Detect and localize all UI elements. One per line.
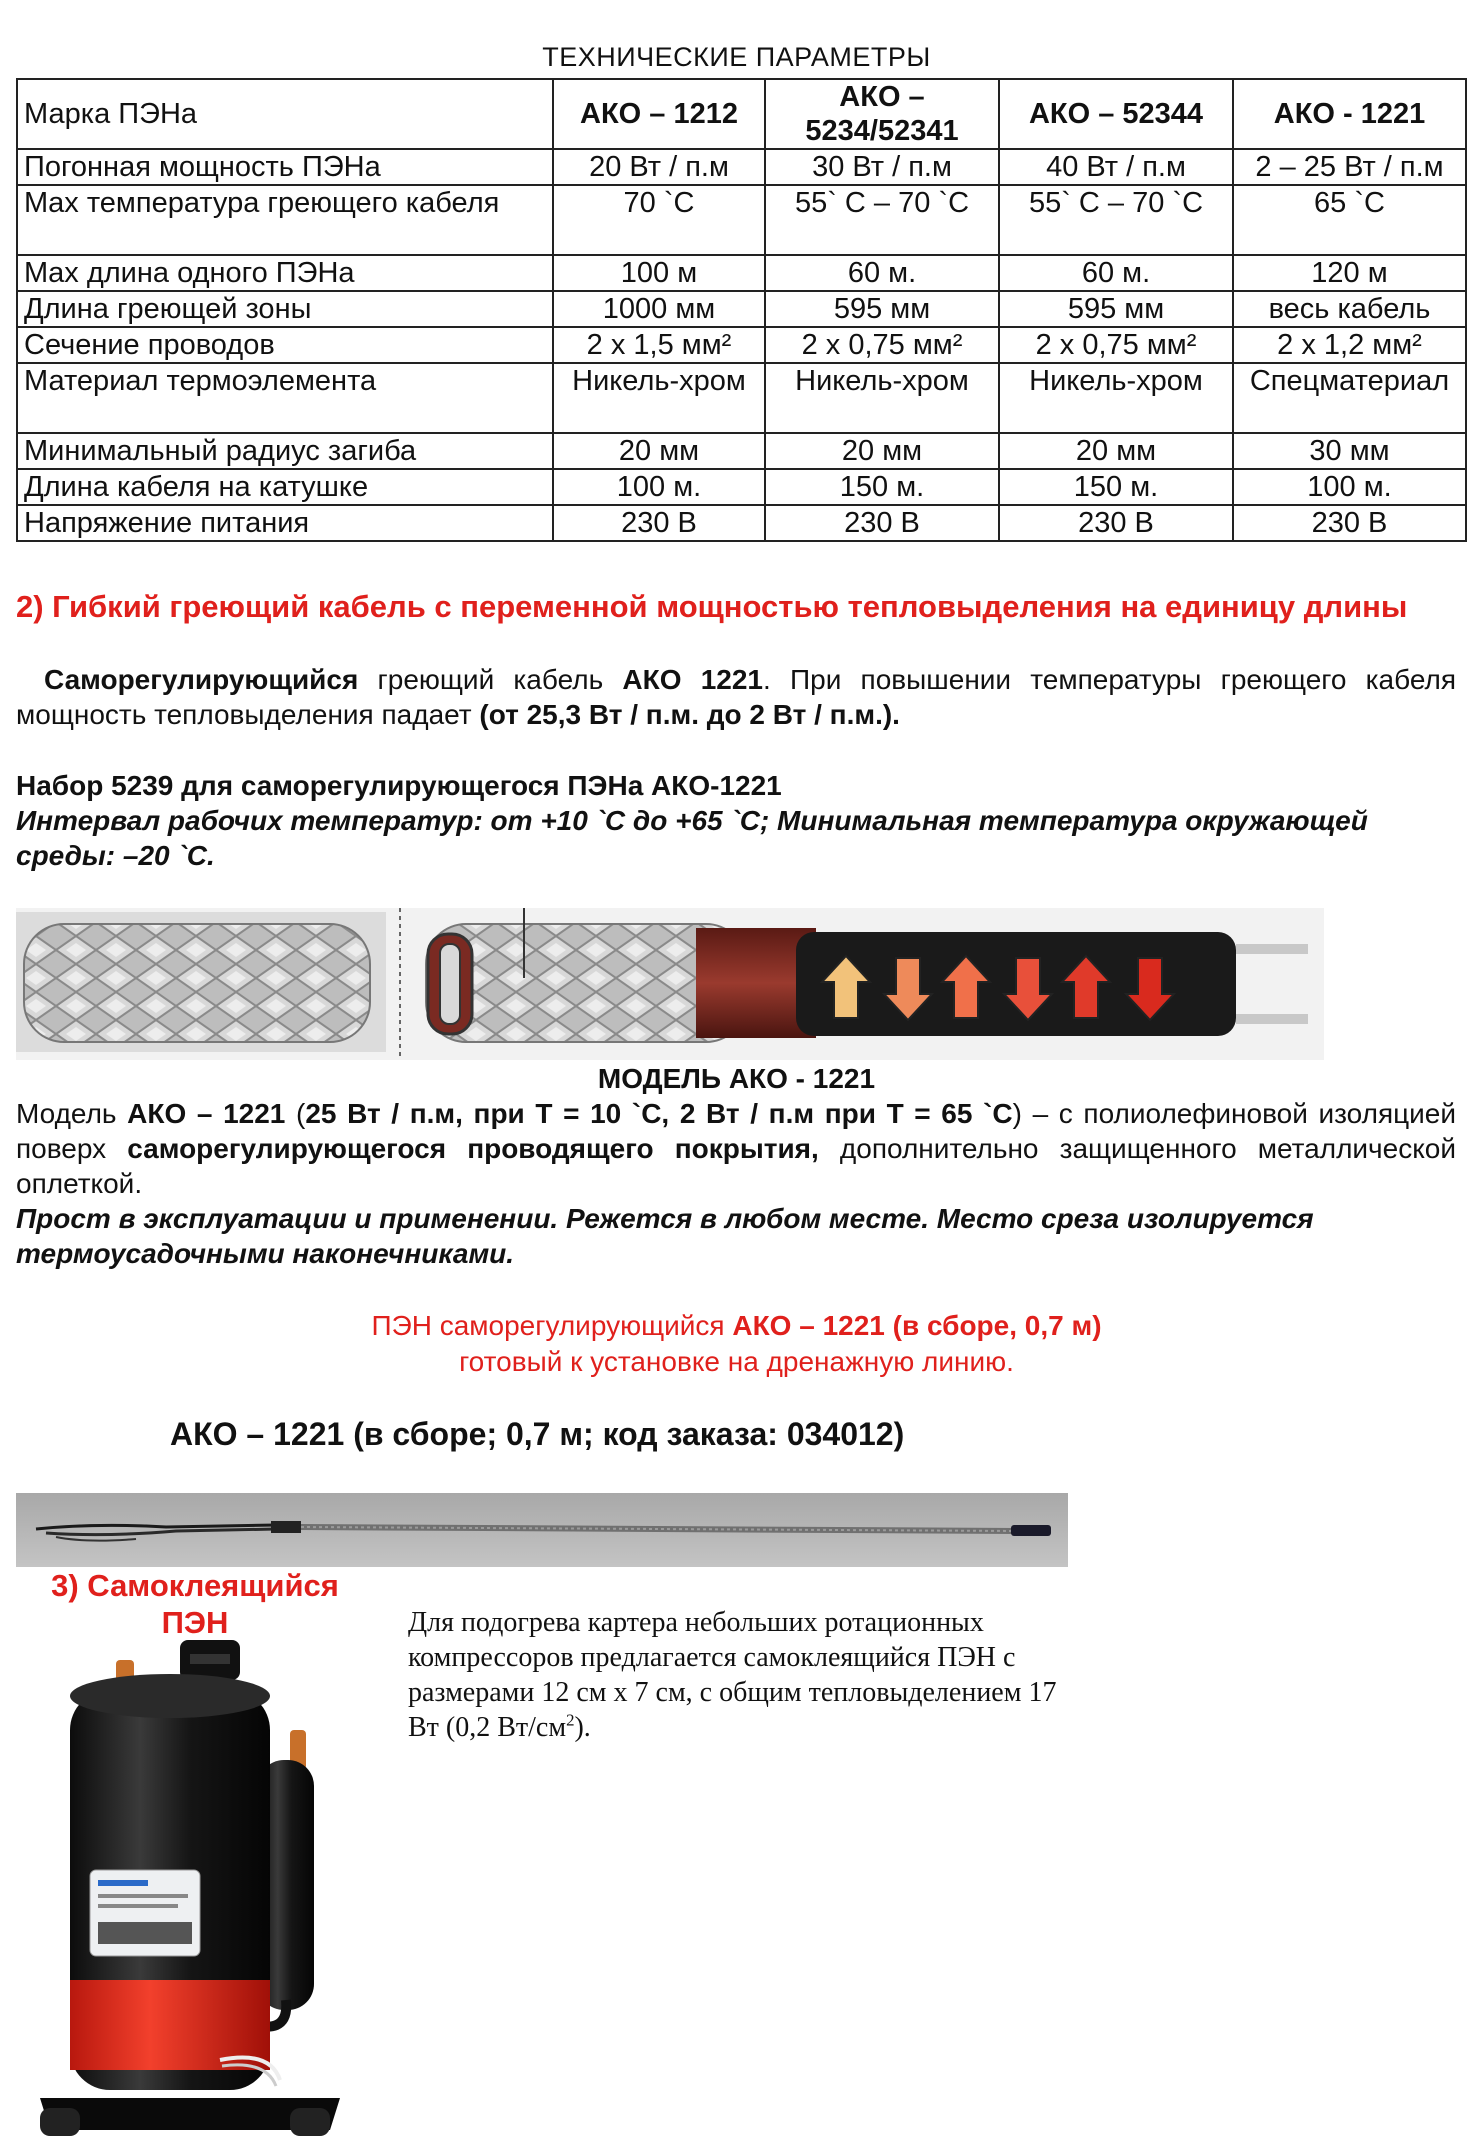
row-label: Напряжение питания — [17, 505, 553, 541]
table-cell: 150 м. — [765, 469, 999, 505]
table-cell: 230 В — [765, 505, 999, 541]
desc-end: ). — [574, 1712, 591, 1743]
table-cell: 100 м — [553, 255, 765, 291]
table-cell: 60 м. — [765, 255, 999, 291]
assembled-line2: готовый к установке на дренажную линию. — [459, 1346, 1014, 1377]
table-cell: 595 мм — [999, 291, 1233, 327]
table-cell: 20 мм — [999, 433, 1233, 469]
table-cell: 20 мм — [553, 433, 765, 469]
table-header-row — [17, 79, 1466, 149]
model-bold: 25 Вт / п.м, при Т = 10 `C, 2 Вт / п.м при Т = 65 `C — [305, 1098, 1013, 1129]
table-cell: 2 x 0,75 мм² — [765, 327, 999, 363]
model-note: Прост в эксплуатации и применении. Режется в любом месте. Место среза изолируется термоусадочными наконечниками. — [16, 1203, 1314, 1269]
table-row — [17, 433, 1466, 469]
table-title: ТЕХНИЧЕСКИЕ ПАРАМЕТРЫ — [542, 42, 931, 72]
table-cell: 2 x 0,75 мм² — [999, 327, 1233, 363]
model-text: ) – с полиолефиновой изоляцией поверх — [16, 1098, 1457, 1164]
table-cell: 1000 мм — [553, 291, 765, 327]
desc-sup: 2 — [566, 1710, 575, 1730]
table-cell: 230 В — [999, 505, 1233, 541]
assembled-cable-image — [16, 1493, 1068, 1567]
row-label: Длина греющей зоны — [17, 291, 553, 327]
row-label: Материал термоэлемента — [17, 363, 553, 433]
row-label: Длина кабеля на катушке — [17, 469, 553, 505]
header-cell: АКО – 52344 — [999, 79, 1233, 149]
spec-table — [16, 78, 1467, 542]
compressor-image — [40, 1640, 360, 2140]
assembled-text: ПЭН саморегулирующийся — [371, 1310, 733, 1341]
row-label: Сечение проводов — [17, 327, 553, 363]
header-cell: АКО – 5234/52341 — [765, 79, 999, 149]
table-cell: 230 В — [1233, 505, 1466, 541]
table-cell: Спецматериал — [1233, 363, 1466, 433]
table-cell: 55` C – 70 `C — [765, 185, 999, 255]
table-cell: 120 м — [1233, 255, 1466, 291]
desc-text: Для подогрева картера небольших ротационных компрессоров предлагается самоклеящийся ПЭН с размерами 12 см x 7 см, с общим тепловыделением 17 Вт (0,2 Вт/см — [408, 1607, 1057, 1743]
table-cell: 595 мм — [765, 291, 999, 327]
table-row — [17, 469, 1466, 505]
table-cell: 230 В — [553, 505, 765, 541]
assembled-line1 — [0, 1308, 1473, 1343]
section3-heading — [30, 1567, 360, 1641]
intro-bold: (от 25,3 Вт / п.м. до 2 Вт / п.м.). — [479, 699, 900, 730]
row-label: Max длина одного ПЭНа — [17, 255, 553, 291]
kit-title: Набор 5239 для саморегулирующегося ПЭНа АКО-1221 — [16, 770, 782, 801]
table-cell: Никель-хром — [999, 363, 1233, 433]
table-row — [17, 255, 1466, 291]
table-cell: 40 Вт / п.м — [999, 149, 1233, 185]
row-label: Минимальный радиус загиба — [17, 433, 553, 469]
order-line: АКО – 1221 (в сборе; 0,7 м; код заказа: 034012) — [170, 1416, 905, 1452]
table-cell: 20 мм — [765, 433, 999, 469]
intro-bold: Саморегулирующийся — [44, 664, 359, 695]
cable-cutaway-image — [16, 908, 1324, 1060]
table-cell: 65 `C — [1233, 185, 1466, 255]
table-row — [17, 149, 1466, 185]
table-row — [17, 363, 1466, 433]
table-cell: 100 м. — [1233, 469, 1466, 505]
table-cell: 150 м. — [999, 469, 1233, 505]
row-label: Max температура греющего кабеля — [17, 185, 553, 255]
header-cell: АКО - 1221 — [1233, 79, 1466, 149]
table-cell: 55` C – 70 `C — [999, 185, 1233, 255]
table-cell: 20 Вт / п.м — [553, 149, 765, 185]
kit-interval: Интервал рабочих температур: от +10 `C до +65 `C; Минимальная температура окружающей среды: –20 `C. — [16, 805, 1368, 871]
table-cell: Никель-хром — [765, 363, 999, 433]
model-description — [16, 1096, 1456, 1201]
section2-intro — [16, 662, 1456, 732]
model-text: дополнительно защищенного металлической оплеткой. — [16, 1133, 1456, 1199]
row-label: Погонная мощность ПЭНа — [17, 149, 553, 185]
table-cell: 2 x 1,5 мм² — [553, 327, 765, 363]
table-row — [17, 291, 1466, 327]
assembled-bold: АКО – 1221 (в сборе, 0,7 м) — [732, 1310, 1102, 1341]
table-cell: 60 м. — [999, 255, 1233, 291]
table-cell: 30 Вт / п.м — [765, 149, 999, 185]
intro-text: . При повышении температуры греющего кабеля мощность тепловыделения падает — [16, 664, 1456, 730]
header-cell: АКО – 1212 — [553, 79, 765, 149]
section3-heading-line: ПЭН — [161, 1605, 229, 1640]
header-cell: Марка ПЭНа — [17, 79, 553, 149]
table-cell: 30 мм — [1233, 433, 1466, 469]
table-row — [17, 185, 1466, 255]
model-bold: саморегулирующегося проводящего покрытия, — [127, 1133, 819, 1164]
table-cell: весь кабель — [1233, 291, 1466, 327]
section3-heading-line: 3) Самоклеящийся — [51, 1568, 339, 1603]
section3-description — [408, 1605, 1058, 1745]
table-row — [17, 505, 1466, 541]
intro-bold: АКО 1221 — [622, 664, 763, 695]
model-text: Модель — [16, 1098, 128, 1129]
intro-text: греющий кабель — [358, 664, 623, 695]
table-cell: Никель-хром — [553, 363, 765, 433]
table-cell: 70 `C — [553, 185, 765, 255]
model-bold: АКО – 1221 — [127, 1098, 286, 1129]
table-cell: 2 – 25 Вт / п.м — [1233, 149, 1466, 185]
table-row — [17, 327, 1466, 363]
model-text: ( — [285, 1098, 306, 1129]
section2-heading: 2) Гибкий греющий кабель с переменной мощностью тепловыделения на единицу длины — [16, 589, 1408, 624]
table-cell: 2 x 1,2 мм² — [1233, 327, 1466, 363]
table-cell: 100 м. — [553, 469, 765, 505]
model-caption: МОДЕЛЬ АКО - 1221 — [597, 1063, 876, 1094]
